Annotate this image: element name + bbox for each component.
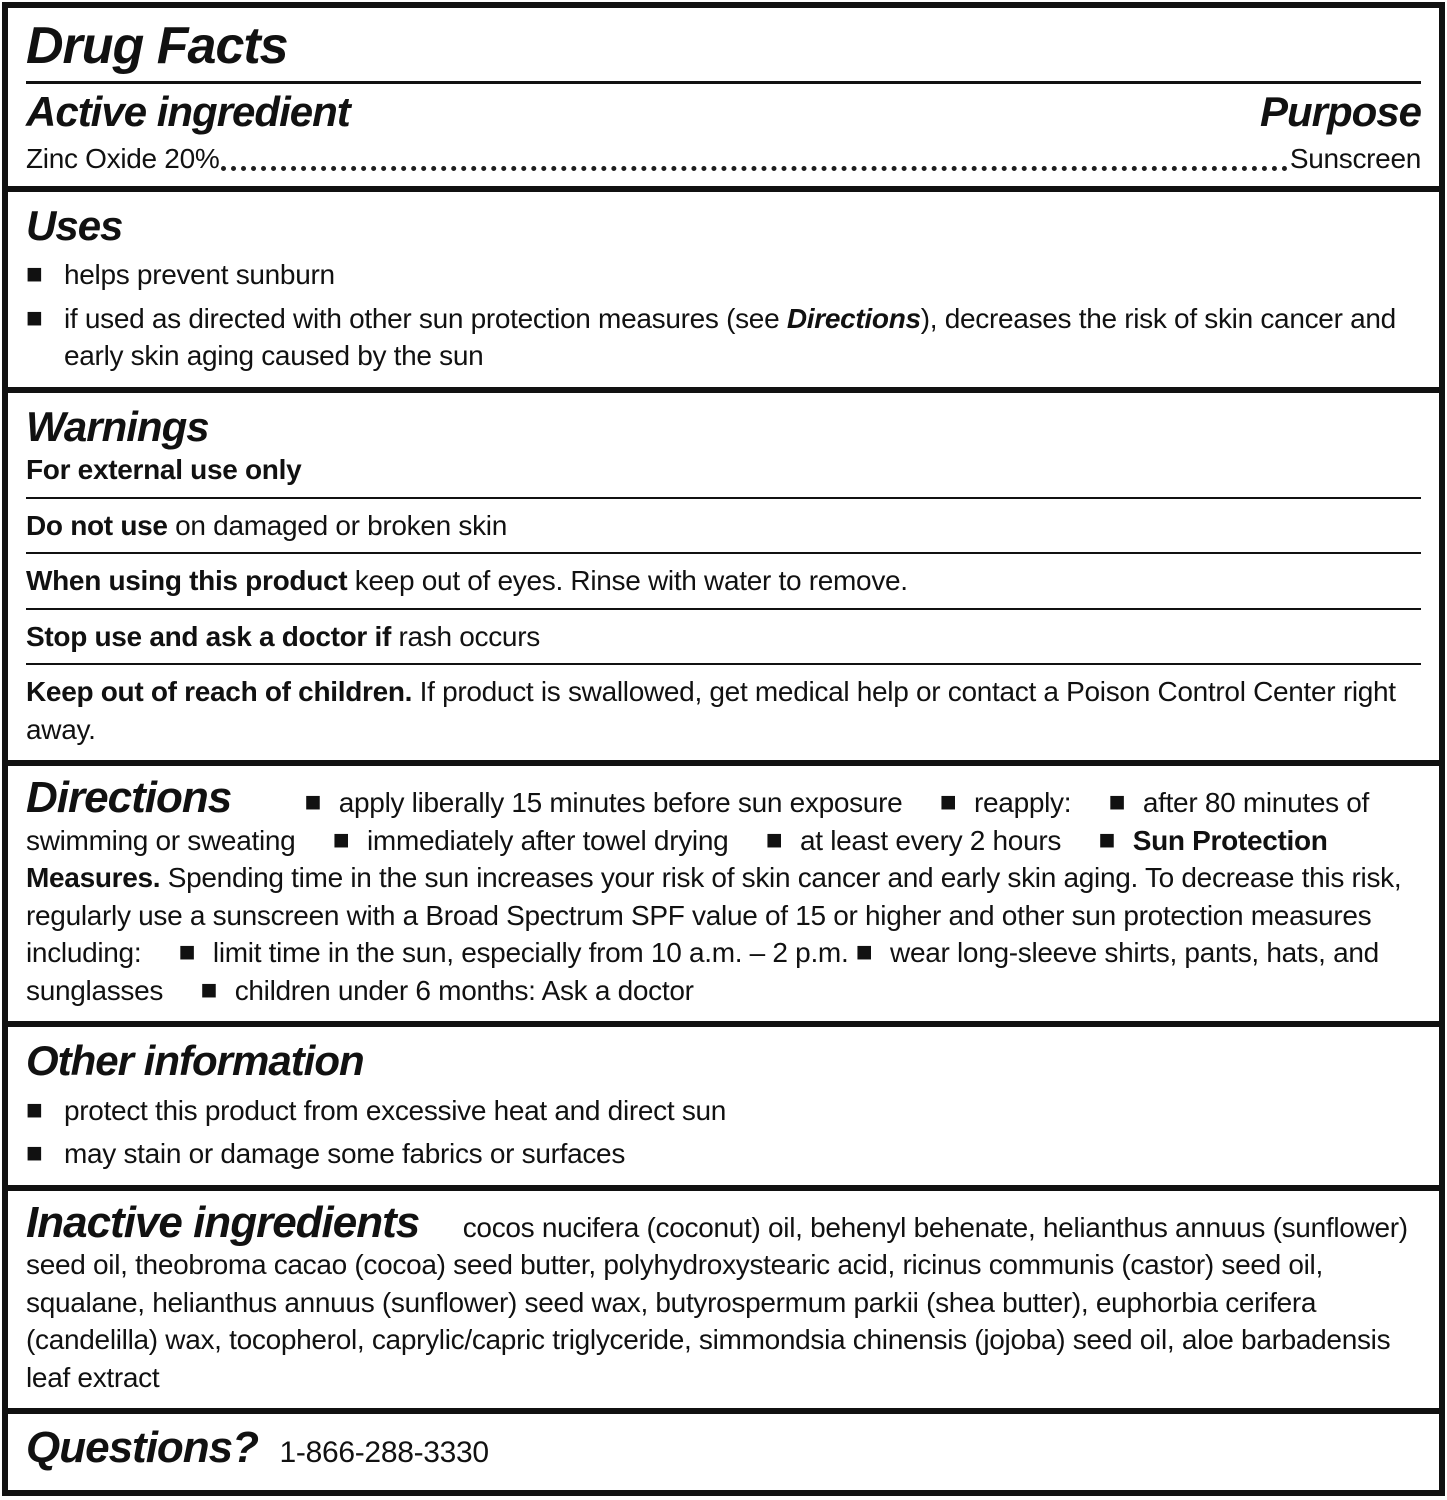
bullet-square-icon: ■ xyxy=(200,973,218,1005)
keep-out-label: Keep out of reach of children. xyxy=(26,676,413,708)
other-information-item-text: protect this product from excessive heat and direct sun xyxy=(64,1094,727,1126)
bullet-square-icon: ■ xyxy=(26,301,43,333)
questions-section xyxy=(8,1414,1439,1490)
directions-section xyxy=(8,766,1439,1021)
questions-heading: Questions? xyxy=(26,1423,259,1473)
uses-item-text: if used as directed with other sun protection measures (see Directions), decreases the risk of skin cancer and early skin aging caused by the sun xyxy=(64,302,1396,372)
active-ingredient-row xyxy=(26,140,1421,178)
other-information-section xyxy=(8,1027,1439,1184)
uses-heading: Uses xyxy=(26,202,123,249)
bullet-square-icon: ■ xyxy=(26,1093,43,1125)
other-information-heading: Other information xyxy=(26,1037,364,1085)
warnings-section xyxy=(8,393,1439,760)
other-information-item xyxy=(26,1135,1421,1173)
warning-rule xyxy=(26,497,1421,499)
bullet-square-icon: ■ xyxy=(1098,823,1116,855)
uses-section xyxy=(8,192,1439,387)
uses-item-text: helps prevent sunburn xyxy=(64,259,335,291)
keep-out-of-reach-row: Keep out of reach of children. If product is swallowed, get medical help or contact a Poison Control Center right away. xyxy=(26,676,1396,745)
bullet-square-icon: ■ xyxy=(765,823,783,855)
bullet-square-icon: ■ xyxy=(304,786,322,818)
bullet-square-icon: ■ xyxy=(1108,786,1126,818)
bullet-square-icon: ■ xyxy=(178,936,196,968)
warning-rule xyxy=(26,663,1421,665)
directions-paragraph: Directions ■ apply liberally 15 minutes before sun exposure ■ reapply: ■ after 80 minutes of swimming or sweating ■ immediately after towel drying ■ at least every 2 hours ■ Sun Protection Measures. Spending time in the sun increases your risk of skin cancer and early skin aging. To decrease this risk, regularly use a sunscreen with a Broad Spectrum SPF value of 15 or higher and other sun protection measures including: ■ limit time in the sun, especially from 10 a.m. – 2 p.m. ■ wear long-sleeve shirts, pants, hats, and sunglasses ■ children under 6 months: Ask a doctor xyxy=(26,776,1421,1009)
directions-reference: Directions xyxy=(786,302,921,334)
do-not-use-label: Do not use xyxy=(26,509,168,541)
purpose-heading: Purpose xyxy=(1259,88,1421,136)
warnings-heading: Warnings xyxy=(26,402,209,450)
dotted-leader xyxy=(221,166,1287,171)
title-divider xyxy=(26,81,1421,84)
when-using-row: When using this product keep out of eyes. Rinse with water to remove. xyxy=(26,565,908,597)
bullet-square-icon: ■ xyxy=(26,1137,43,1169)
stop-use-row: Stop use and ask a doctor if rash occurs xyxy=(26,620,540,652)
inactive-ingredients-paragraph xyxy=(26,1197,1421,1397)
sun-protection-label: Sun Protection Measures. xyxy=(26,824,1328,894)
external-use-statement: For external use only xyxy=(26,454,302,486)
warning-rule xyxy=(26,552,1421,554)
active-ingredient-heading: Active ingredient xyxy=(26,88,350,136)
inactive-ingredients-list: cocos nucifera (coconut) oil, behenyl behenate, helianthus annuus (sunflower) seed oil, theobroma cacao (cocoa) seed butter, polyhydroxystearic acid, ricinus communis (castor) seed oil, squalane, helianthus annuus (sunflower) seed wax, butyrospermum parkii (shea butter), euphorbia cerifera (candelilla) wax, tocopherol, caprylic/capric triglyceride, simmondsia chinensis (jojoba) seed oil, aloe barbadensis leaf extract xyxy=(26,1211,1408,1393)
other-information-item xyxy=(26,1092,1421,1130)
inactive-ingredients-heading: Inactive ingredients xyxy=(26,1197,420,1247)
inactive-ingredients-section xyxy=(8,1191,1439,1409)
uses-item xyxy=(26,256,1421,294)
bullet-square-icon: ■ xyxy=(26,258,43,290)
header-section xyxy=(8,8,1439,186)
bullet-square-icon: ■ xyxy=(332,823,350,855)
directions-heading: Directions xyxy=(26,773,232,823)
drug-facts-label xyxy=(2,2,1445,1496)
do-not-use-row: Do not use on damaged or broken skin xyxy=(26,509,507,541)
page-title: Drug Facts xyxy=(26,17,288,75)
active-ingredient-name: Zinc Oxide 20% xyxy=(26,143,220,175)
warning-rule xyxy=(26,608,1421,610)
questions-row xyxy=(26,1423,1421,1473)
purpose-value: Sunscreen xyxy=(1289,143,1421,175)
active-ingredient-heading-row xyxy=(26,88,1421,136)
uses-item xyxy=(26,300,1421,375)
bullet-square-icon: ■ xyxy=(939,786,957,818)
stop-use-label: Stop use and ask a doctor if xyxy=(26,620,392,652)
other-information-item-text: may stain or damage some fabrics or surfaces xyxy=(64,1138,626,1170)
when-using-label: When using this product xyxy=(26,565,348,597)
questions-phone-number: 1-866-288-3330 xyxy=(279,1436,489,1470)
bullet-square-icon: ■ xyxy=(855,936,873,968)
